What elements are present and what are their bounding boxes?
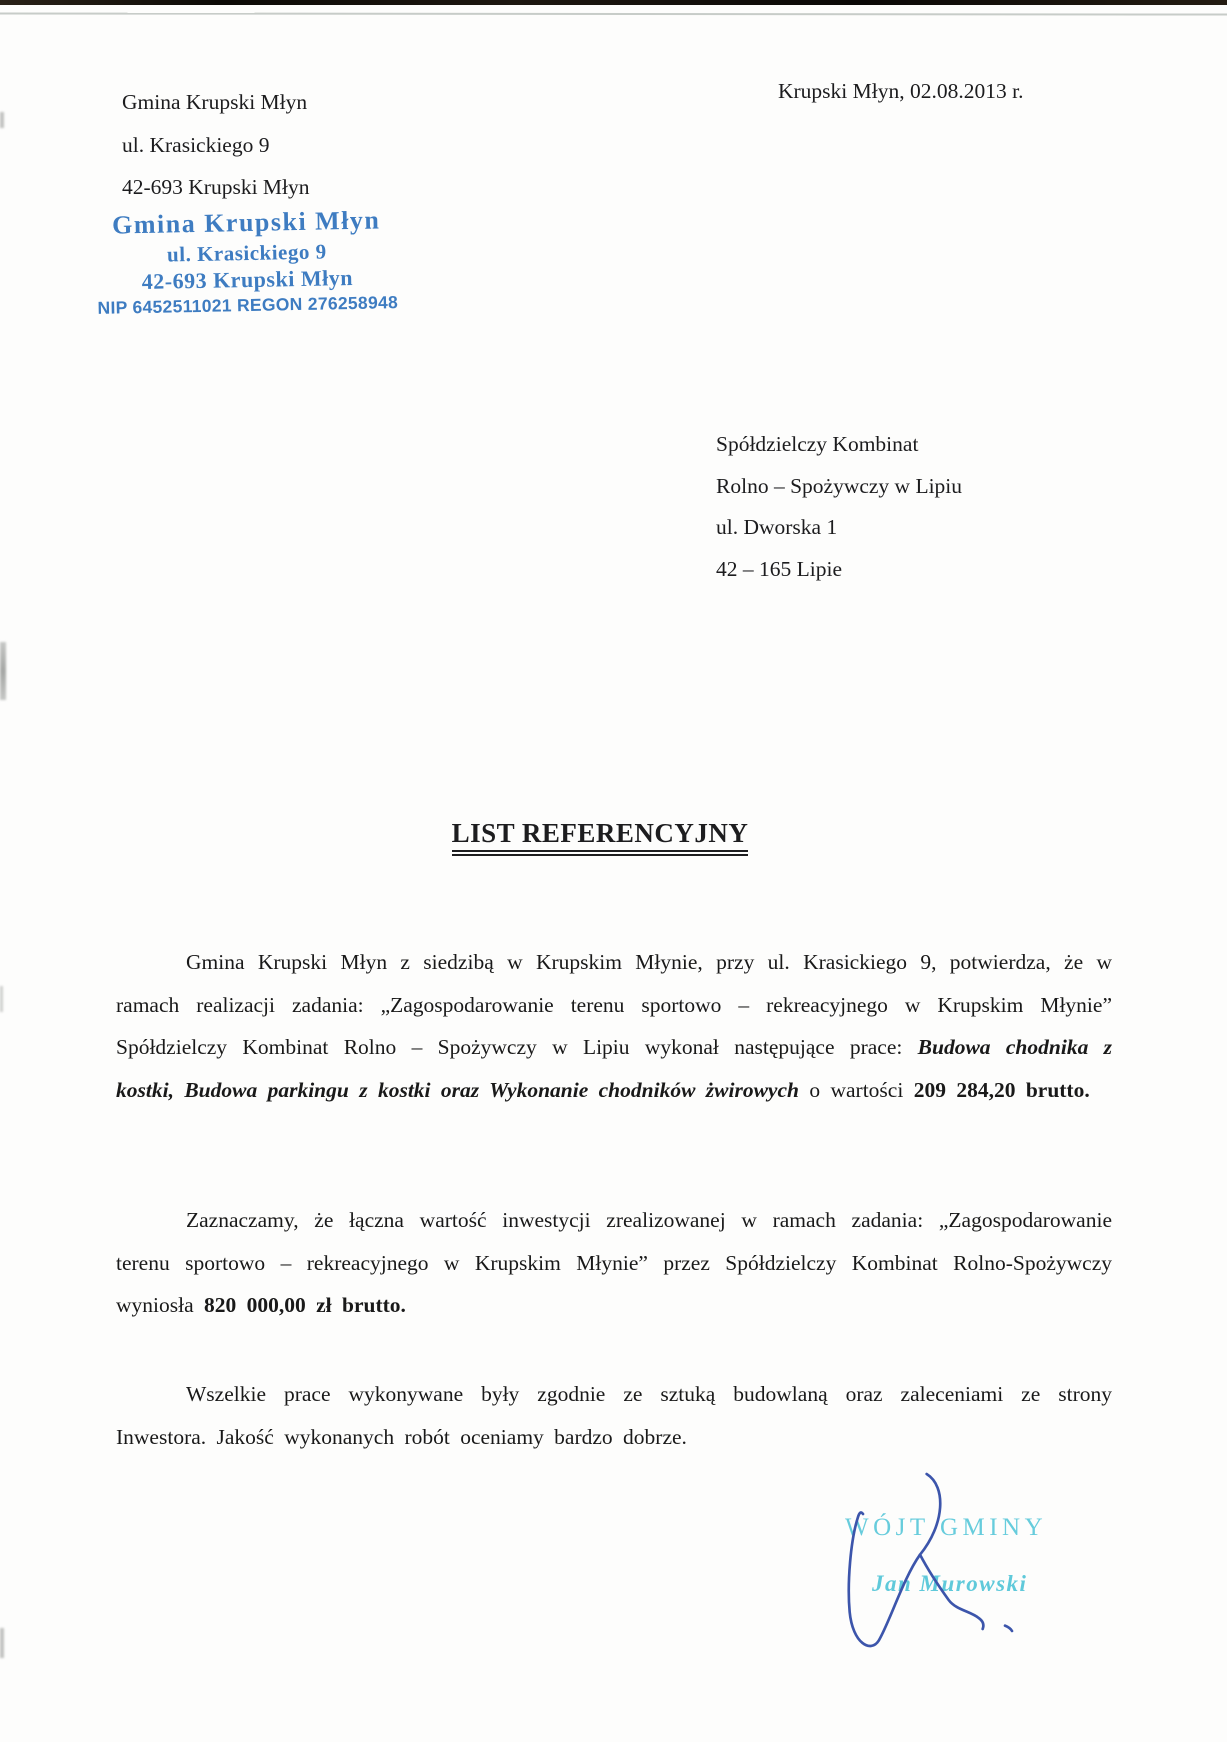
stamp-city: 42-693 Krupski Młyn — [141, 264, 354, 295]
scan-artifact-edge-smudge — [0, 112, 4, 128]
scan-artifact-edge-smudge — [0, 642, 6, 700]
sender-street: ul. Krasickiego 9 — [122, 132, 270, 157]
stamp-street: ul. Krasickiego 9 — [166, 239, 327, 267]
paragraph-works-value-label: o wartości — [798, 1077, 914, 1102]
recipient-address-block — [716, 424, 962, 591]
paragraph-total-amount: 820 000,00 zł brutto. — [204, 1293, 406, 1317]
scan-artifact-top-bar — [0, 0, 1227, 5]
paragraph-works — [116, 941, 1112, 1111]
date-line: Krupski Młyn, 02.08.2013 r. — [778, 79, 1024, 103]
letter-title-row — [0, 818, 1200, 856]
stamp-nip-regon: NIP 6452511021 REGON 276258948 — [97, 292, 399, 318]
sender-name: Gmina Krupski Młyn — [122, 90, 308, 114]
mayor-stamp-name: Jan Murowski — [872, 1571, 1028, 1596]
recipient-name: Spółdzielczy Kombinat — [716, 432, 919, 456]
sender-city: 42-693 Krupski Młyn — [122, 175, 310, 199]
mayor-stamp-title: WÓJT GMINY — [845, 1514, 1048, 1541]
paragraph-total-text: Zaznaczamy, że łączna wartość inwestycji zrealizowanej w ramach zadania: „Zagospodarowanie terenu sportowo – rekreacyjnego w Krupskim Młynie” przez Spółdzielczy Kombinat Rolno-Spożywczy wyniosła — [116, 1208, 1112, 1317]
paragraph-total-value — [116, 1199, 1112, 1327]
paragraph-works-text: Gmina Krupski Młyn z siedzibą w Krupskim Młynie, przy ul. Krasickiego 9, potwierdza, że w ramach realizacji zadania: „Zagospodarowanie terenu sportowo – rekreacyjnego w Krupskim Młynie” Spółdzielczy Kombinat Rolno – Spożywczy w Lipiu wykonał następujące prace: — [116, 950, 1112, 1059]
stamp-name: Gmina Krupski Młyn — [111, 205, 381, 240]
sender-ink-stamp — [81, 203, 413, 321]
recipient-name-cont: Rolno – Spożywczy w Lipiu — [716, 473, 963, 498]
letter-title: LIST REFERENCYJNY — [452, 818, 749, 856]
handwritten-signature — [740, 1468, 1160, 1718]
scan-artifact-edge-smudge — [0, 1628, 4, 1658]
recipient-street: ul. Dworska 1 — [716, 515, 838, 540]
scan-artifact-faint-line — [0, 12, 1227, 15]
recipient-city: 42 – 165 Lipie — [716, 557, 842, 582]
paragraph-quality: Wszelkie prace wykonywane były zgodnie ze sztuką budowlaną oraz zaleceniami ze strony Inwestora. Jakość wykonanych robót oceniamy bardzo dobrze. — [116, 1382, 1112, 1449]
scan-artifact-edge-smudge — [0, 986, 3, 1012]
paragraph-works-list: Budowa chodnika z kostki, Budowa parkingu z kostki oraz Wykonanie chodników żwirowych — [116, 1035, 1113, 1102]
paragraph-works-value: 209 284,20 brutto. — [913, 1077, 1090, 1102]
sender-address-block — [122, 81, 310, 209]
